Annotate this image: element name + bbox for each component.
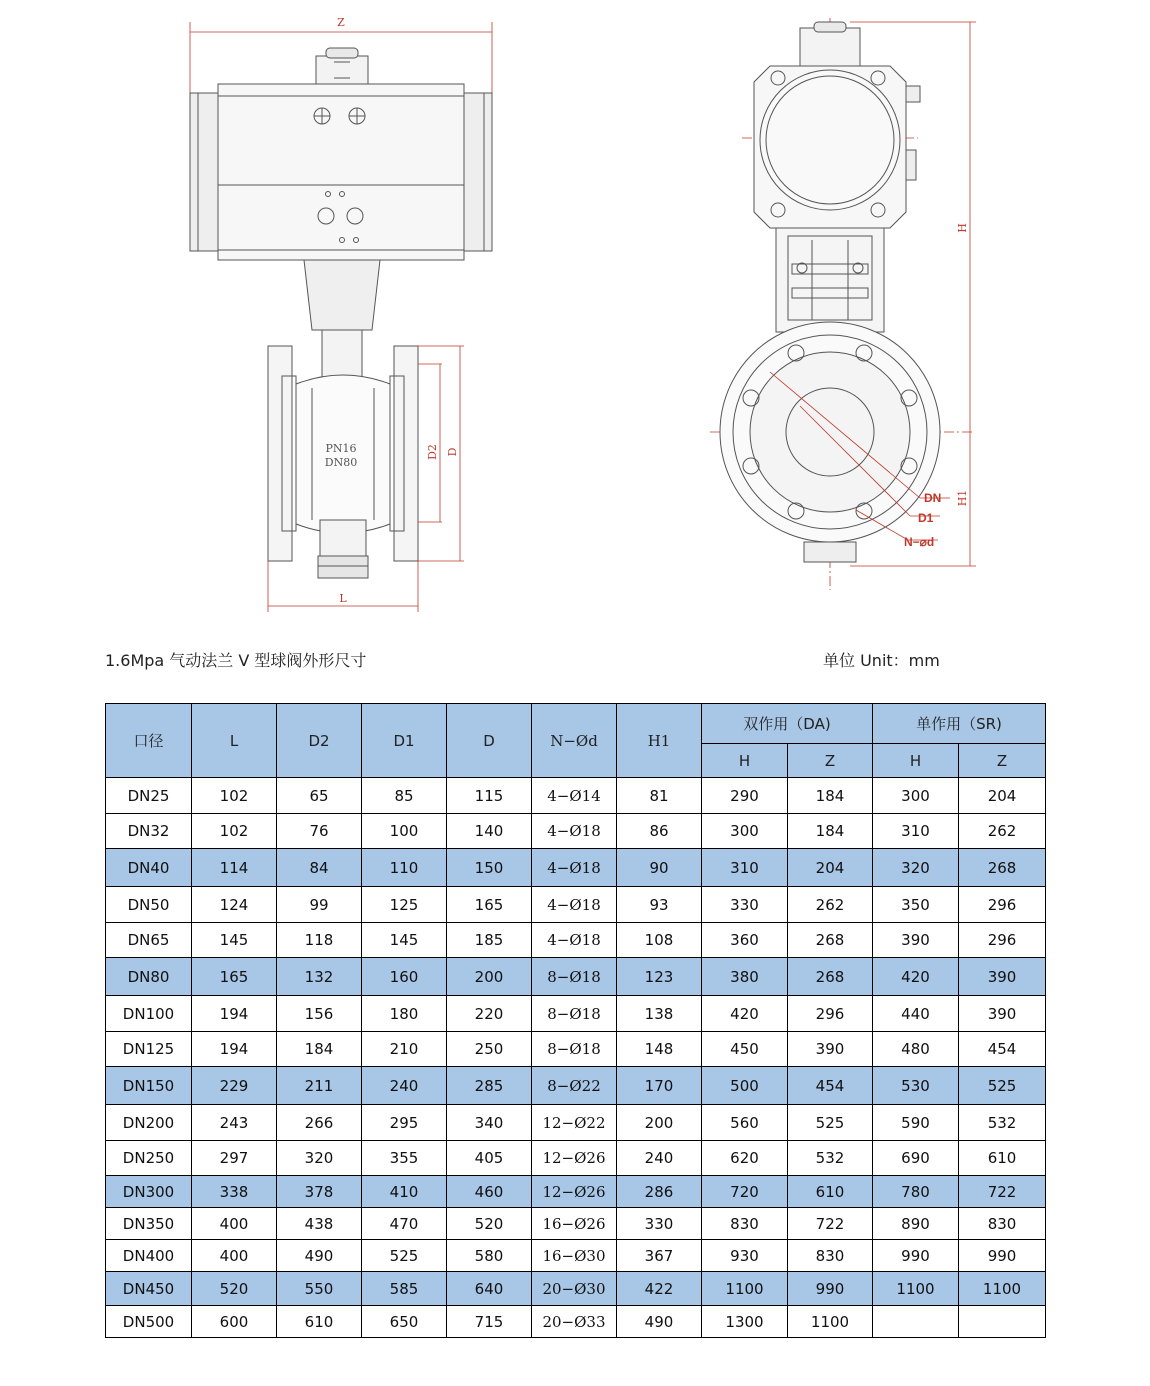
value-cell: 1100: [873, 1272, 959, 1306]
header-da-h: H: [702, 744, 788, 778]
value-cell: 262: [959, 814, 1046, 849]
table-row: [106, 1272, 1046, 1306]
value-cell: 1100: [959, 1272, 1046, 1306]
value-cell: 338: [192, 1176, 277, 1208]
value-cell: 930: [702, 1240, 788, 1272]
value-cell: 184: [788, 814, 873, 849]
d-label: D: [446, 447, 459, 457]
value-cell: 12−Ø22: [532, 1105, 617, 1141]
table-row: [106, 1208, 1046, 1240]
h1-label: H1: [956, 489, 969, 507]
value-cell: 65: [277, 778, 362, 814]
table-row: [106, 1141, 1046, 1176]
value-cell: 330: [702, 887, 788, 923]
value-cell: 340: [447, 1105, 532, 1141]
value-cell: 16−Ø30: [532, 1240, 617, 1272]
table-row: [106, 1067, 1046, 1105]
value-cell: 211: [277, 1067, 362, 1105]
unit-label: 单位 Unit：mm: [823, 651, 940, 670]
front-view: [190, 22, 492, 612]
value-cell: 454: [788, 1067, 873, 1105]
value-cell: 4−Ø18: [532, 849, 617, 887]
value-cell: 20−Ø30: [532, 1272, 617, 1306]
value-cell: 204: [788, 849, 873, 887]
value-cell: 115: [447, 778, 532, 814]
value-cell: 380: [702, 958, 788, 996]
l-label: L: [339, 592, 347, 605]
value-cell: 830: [702, 1208, 788, 1240]
value-cell: 990: [873, 1240, 959, 1272]
value-cell: 194: [192, 996, 277, 1032]
value-cell: 400: [192, 1208, 277, 1240]
h-label: H: [956, 223, 969, 233]
value-cell: 90: [617, 849, 702, 887]
value-cell: 268: [959, 849, 1046, 887]
value-cell: 86: [617, 814, 702, 849]
value-cell: 355: [362, 1141, 447, 1176]
value-cell: 286: [617, 1176, 702, 1208]
header-sr-z: Z: [959, 744, 1046, 778]
value-cell: 350: [873, 887, 959, 923]
table-row: [106, 958, 1046, 996]
value-cell: 140: [447, 814, 532, 849]
value-cell: 532: [788, 1141, 873, 1176]
value-cell: 532: [959, 1105, 1046, 1141]
size-cell: DN400: [106, 1240, 192, 1272]
value-cell: 100: [362, 814, 447, 849]
value-cell: 8−Ø18: [532, 1032, 617, 1067]
value-cell: 610: [788, 1176, 873, 1208]
value-cell: 118: [277, 923, 362, 958]
header-double-acting: 双作用（DA): [702, 704, 873, 744]
value-cell: 330: [617, 1208, 702, 1240]
value-cell: 99: [277, 887, 362, 923]
table-row: [106, 923, 1046, 958]
value-cell: 422: [617, 1272, 702, 1306]
value-cell: 310: [873, 814, 959, 849]
value-cell: 990: [959, 1240, 1046, 1272]
valve-drawings: [0, 0, 1150, 640]
table-caption: 1.6Mpa 气动法兰 V 型球阀外形尺寸: [105, 651, 367, 670]
value-cell: 830: [959, 1208, 1046, 1240]
value-cell: 85: [362, 778, 447, 814]
header-h1: H1: [617, 704, 702, 778]
value-cell: 1300: [702, 1306, 788, 1338]
value-cell: 108: [617, 923, 702, 958]
value-cell: 102: [192, 814, 277, 849]
value-cell: 156: [277, 996, 362, 1032]
value-cell: 890: [873, 1208, 959, 1240]
value-cell: 530: [873, 1067, 959, 1105]
d2-label: D2: [426, 444, 439, 460]
value-cell: [959, 1306, 1046, 1338]
size-cell: DN32: [106, 814, 192, 849]
value-cell: 650: [362, 1306, 447, 1338]
value-cell: 525: [362, 1240, 447, 1272]
dimension-table: [105, 703, 1046, 1338]
value-cell: 8−Ø18: [532, 958, 617, 996]
value-cell: 84: [277, 849, 362, 887]
value-cell: 296: [788, 996, 873, 1032]
dimension-table-wrap: [105, 703, 1046, 1338]
value-cell: 204: [959, 778, 1046, 814]
value-cell: 780: [873, 1176, 959, 1208]
value-cell: 124: [192, 887, 277, 923]
value-cell: 410: [362, 1176, 447, 1208]
table-row: [106, 1176, 1046, 1208]
value-cell: 4−Ø18: [532, 814, 617, 849]
value-cell: 296: [959, 923, 1046, 958]
value-cell: 102: [192, 778, 277, 814]
value-cell: 320: [873, 849, 959, 887]
value-cell: 420: [873, 958, 959, 996]
value-cell: 268: [788, 958, 873, 996]
value-cell: 460: [447, 1176, 532, 1208]
header-da-z: Z: [788, 744, 873, 778]
value-cell: 320: [277, 1141, 362, 1176]
d1-callout: D1: [918, 511, 934, 525]
value-cell: 240: [362, 1067, 447, 1105]
size-cell: DN65: [106, 923, 192, 958]
value-cell: 525: [959, 1067, 1046, 1105]
table-body: [106, 778, 1046, 1338]
value-cell: 138: [617, 996, 702, 1032]
value-cell: 610: [959, 1141, 1046, 1176]
value-cell: 123: [617, 958, 702, 996]
value-cell: 405: [447, 1141, 532, 1176]
value-cell: 262: [788, 887, 873, 923]
value-cell: 243: [192, 1105, 277, 1141]
value-cell: 620: [702, 1141, 788, 1176]
value-cell: 145: [192, 923, 277, 958]
value-cell: 148: [617, 1032, 702, 1067]
value-cell: 296: [959, 887, 1046, 923]
value-cell: 268: [788, 923, 873, 958]
value-cell: 300: [702, 814, 788, 849]
table-row: [106, 1240, 1046, 1272]
value-cell: 722: [788, 1208, 873, 1240]
size-cell: DN150: [106, 1067, 192, 1105]
value-cell: 8−Ø22: [532, 1067, 617, 1105]
size-cell: DN25: [106, 778, 192, 814]
value-cell: 470: [362, 1208, 447, 1240]
value-cell: 360: [702, 923, 788, 958]
size-cell: DN125: [106, 1032, 192, 1067]
pn-label: PN16: [325, 442, 357, 455]
dn-callout: DN: [924, 491, 942, 505]
value-cell: 16−Ø26: [532, 1208, 617, 1240]
table-row: [106, 849, 1046, 887]
value-cell: 438: [277, 1208, 362, 1240]
value-cell: 266: [277, 1105, 362, 1141]
value-cell: 170: [617, 1067, 702, 1105]
header-d: D: [447, 704, 532, 778]
size-cell: DN200: [106, 1105, 192, 1141]
value-cell: 480: [873, 1032, 959, 1067]
value-cell: 145: [362, 923, 447, 958]
value-cell: 1100: [788, 1306, 873, 1338]
value-cell: 990: [788, 1272, 873, 1306]
nd-callout: N−⌀d: [904, 535, 935, 549]
value-cell: 690: [873, 1141, 959, 1176]
table-row: [106, 1032, 1046, 1067]
value-cell: 184: [788, 778, 873, 814]
value-cell: 229: [192, 1067, 277, 1105]
value-cell: 200: [447, 958, 532, 996]
value-cell: 165: [192, 958, 277, 996]
value-cell: 185: [447, 923, 532, 958]
table-row: [106, 814, 1046, 849]
value-cell: 715: [447, 1306, 532, 1338]
value-cell: 830: [788, 1240, 873, 1272]
value-cell: 390: [959, 958, 1046, 996]
value-cell: 297: [192, 1141, 277, 1176]
value-cell: 285: [447, 1067, 532, 1105]
value-cell: 150: [447, 849, 532, 887]
value-cell: 160: [362, 958, 447, 996]
value-cell: 184: [277, 1032, 362, 1067]
value-cell: 585: [362, 1272, 447, 1306]
value-cell: 20−Ø33: [532, 1306, 617, 1338]
size-cell: DN500: [106, 1306, 192, 1338]
value-cell: 110: [362, 849, 447, 887]
z-label: Z: [337, 16, 345, 29]
size-cell: DN300: [106, 1176, 192, 1208]
value-cell: 722: [959, 1176, 1046, 1208]
value-cell: 720: [702, 1176, 788, 1208]
value-cell: 4−Ø18: [532, 923, 617, 958]
value-cell: 390: [788, 1032, 873, 1067]
value-cell: 194: [192, 1032, 277, 1067]
value-cell: 420: [702, 996, 788, 1032]
header-single-acting: 单作用（SR): [873, 704, 1046, 744]
table-row: [106, 778, 1046, 814]
value-cell: 4−Ø14: [532, 778, 617, 814]
value-cell: 390: [959, 996, 1046, 1032]
value-cell: 440: [873, 996, 959, 1032]
value-cell: 290: [702, 778, 788, 814]
value-cell: 500: [702, 1067, 788, 1105]
value-cell: 1100: [702, 1272, 788, 1306]
value-cell: 180: [362, 996, 447, 1032]
value-cell: 610: [277, 1306, 362, 1338]
value-cell: 454: [959, 1032, 1046, 1067]
header-size: 口径: [106, 704, 192, 778]
value-cell: 590: [873, 1105, 959, 1141]
header-l: L: [192, 704, 277, 778]
size-cell: DN50: [106, 887, 192, 923]
value-cell: 560: [702, 1105, 788, 1141]
value-cell: 132: [277, 958, 362, 996]
table-row: [106, 996, 1046, 1032]
value-cell: 76: [277, 814, 362, 849]
size-cell: DN40: [106, 849, 192, 887]
value-cell: 4−Ø18: [532, 887, 617, 923]
value-cell: 250: [447, 1032, 532, 1067]
value-cell: 525: [788, 1105, 873, 1141]
value-cell: 520: [192, 1272, 277, 1306]
value-cell: 450: [702, 1032, 788, 1067]
table-row: [106, 1306, 1046, 1338]
value-cell: 12−Ø26: [532, 1176, 617, 1208]
size-cell: DN80: [106, 958, 192, 996]
value-cell: 580: [447, 1240, 532, 1272]
value-cell: 8−Ø18: [532, 996, 617, 1032]
value-cell: 125: [362, 887, 447, 923]
value-cell: 240: [617, 1141, 702, 1176]
value-cell: 400: [192, 1240, 277, 1272]
header-n-d: N−Ød: [532, 704, 617, 778]
table-row: [106, 1105, 1046, 1141]
table-row: [106, 887, 1046, 923]
value-cell: 490: [277, 1240, 362, 1272]
size-cell: DN100: [106, 996, 192, 1032]
value-cell: 640: [447, 1272, 532, 1306]
value-cell: [873, 1306, 959, 1338]
value-cell: 165: [447, 887, 532, 923]
value-cell: 367: [617, 1240, 702, 1272]
header-d1: D1: [362, 704, 447, 778]
value-cell: 200: [617, 1105, 702, 1141]
size-cell: DN250: [106, 1141, 192, 1176]
value-cell: 520: [447, 1208, 532, 1240]
header-d2: D2: [277, 704, 362, 778]
size-cell: DN450: [106, 1272, 192, 1306]
value-cell: 114: [192, 849, 277, 887]
value-cell: 300: [873, 778, 959, 814]
dn-label: DN80: [324, 456, 358, 469]
value-cell: 310: [702, 849, 788, 887]
value-cell: 490: [617, 1306, 702, 1338]
value-cell: 81: [617, 778, 702, 814]
header-sr-h: H: [873, 744, 959, 778]
value-cell: 390: [873, 923, 959, 958]
value-cell: 210: [362, 1032, 447, 1067]
value-cell: 600: [192, 1306, 277, 1338]
value-cell: 93: [617, 887, 702, 923]
value-cell: 378: [277, 1176, 362, 1208]
value-cell: 550: [277, 1272, 362, 1306]
value-cell: 12−Ø26: [532, 1141, 617, 1176]
value-cell: 220: [447, 996, 532, 1032]
value-cell: 295: [362, 1105, 447, 1141]
size-cell: DN350: [106, 1208, 192, 1240]
